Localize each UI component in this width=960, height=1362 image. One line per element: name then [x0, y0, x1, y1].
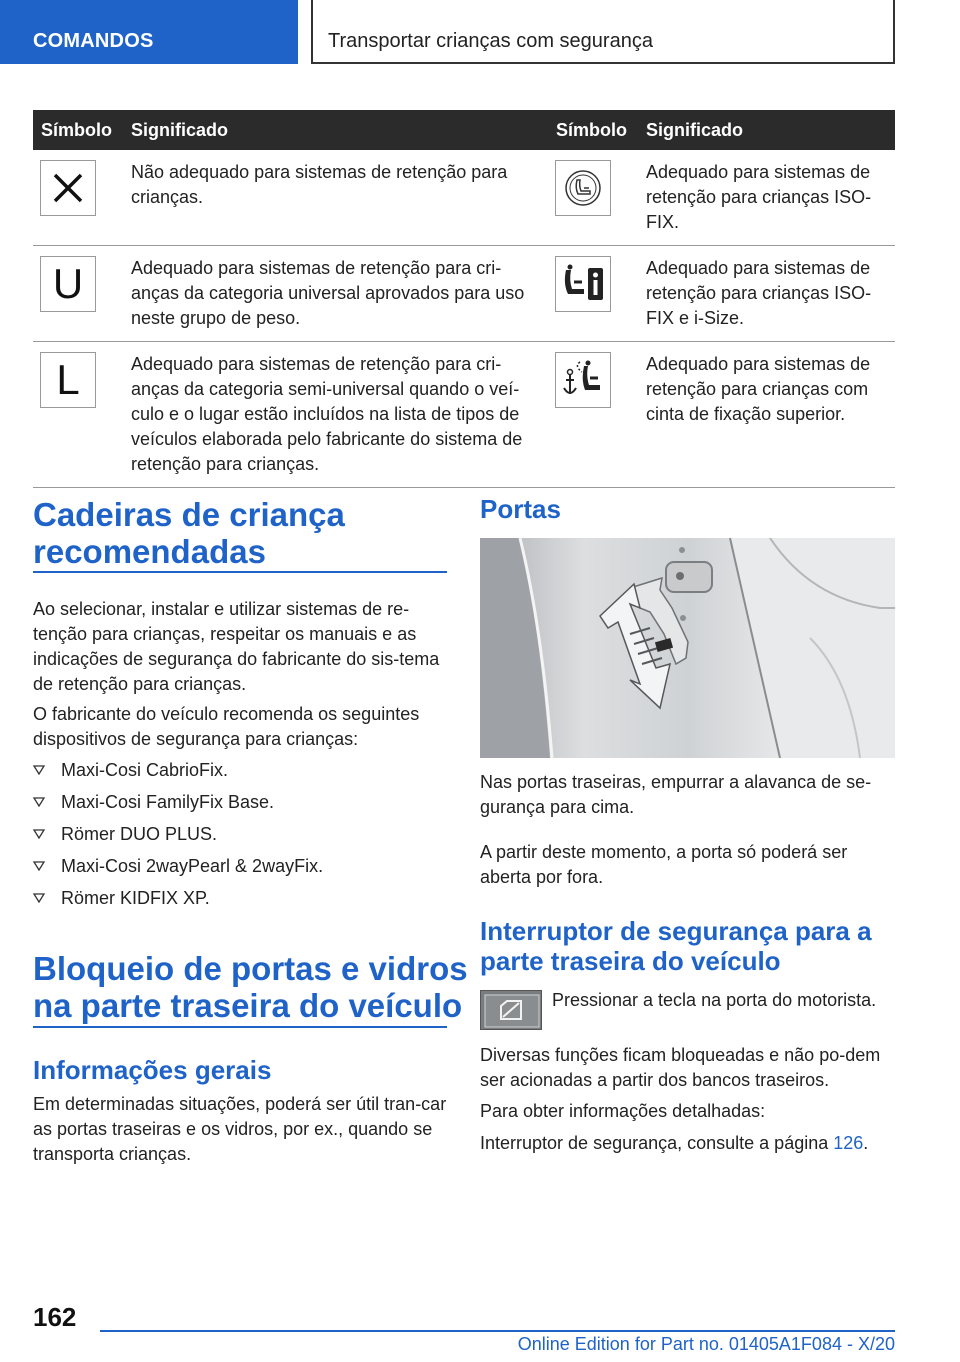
triangle-bullet-icon	[33, 797, 45, 807]
isofix-seat-icon	[555, 160, 611, 216]
row2-right-text: Adequado para sistemas de retenção para crianças ISO-FIX e i-Size.	[638, 246, 895, 342]
door-lock-heading: Bloqueio de portas e vidros na parte traseira do veículo	[33, 950, 468, 1024]
triangle-bullet-icon	[33, 861, 45, 871]
switch-paragraph-3: Interruptor de segurança, consulte a página 126.	[480, 1133, 869, 1153]
row2-left-text: Adequado para sistemas de retenção para cri-anças da categoria universal aprovados para uso neste grupo de peso.	[123, 246, 548, 342]
table-header-row	[33, 110, 895, 150]
letter-u-icon: U	[40, 256, 96, 312]
heading-rule	[33, 571, 447, 573]
doors-paragraph-1: Nas portas traseiras, empurrar a alavanca de se-gurança para cima.	[480, 772, 872, 817]
letter-l-icon: L	[40, 352, 96, 408]
triangle-bullet-icon	[33, 829, 45, 839]
list-item: Römer DUO PLUS.	[33, 822, 323, 854]
list-item: Maxi-Cosi CabrioFix.	[33, 758, 323, 790]
door-lock-lever-image	[480, 538, 895, 758]
table-row	[33, 342, 895, 488]
x-cross-icon	[40, 160, 96, 216]
edition-footer: Online Edition for Part no. 01405A1F084 - X/20	[517, 1334, 895, 1354]
header-meaning-1: Significado	[123, 110, 548, 150]
safety-switch-heading: Interruptor de segurança para a parte traseira do veículo	[480, 916, 872, 976]
header-symbol-2: Símbolo	[548, 110, 638, 150]
chapter-title: Transportar crianças com segurança	[328, 30, 653, 52]
page-number: 162	[33, 1302, 77, 1332]
header-meaning-2: Significado	[638, 110, 895, 150]
row1-left-text: Não adequado para sistemas de retenção para crianças.	[123, 150, 548, 246]
switch-paragraph-1: Diversas funções ficam bloqueadas e não po-dem ser acionadas a partir dos bancos traseiros.	[480, 1045, 881, 1090]
triangle-bullet-icon	[33, 893, 45, 903]
list-item: Maxi-Cosi 2wayPearl & 2wayFix.	[33, 854, 323, 886]
footer-rule	[100, 1330, 895, 1332]
row3-left-text: Adequado para sistemas de retenção para cri-anças da categoria semi-universal quando o veí-culo e o lugar estão incluídos na lista de tipos de veículos elaborada pelo fabricante do sistema de retenção para crianças.	[123, 342, 548, 488]
general-info-heading: Informações gerais	[33, 1055, 272, 1085]
header-symbol-1: Símbolo	[33, 110, 123, 150]
heading-rule	[33, 1026, 447, 1028]
row1-right-text: Adequado para sistemas de retenção para crianças ISO-FIX.	[638, 150, 895, 246]
chapter-header	[311, 0, 895, 64]
page-reference-link[interactable]: 126	[833, 1133, 864, 1153]
table-row	[33, 246, 895, 342]
seats-intro-paragraph: Ao selecionar, instalar e utilizar sistemas de re-tenção para crianças, respeitar os manuais e as indicações de segurança do fabricante do sis-tema de retenção para crianças.	[33, 599, 440, 694]
general-info-paragraph: Em determinadas situações, poderá ser útil tran-car as portas traseiras e os vidros, por ex., quando se transporta crianças.	[33, 1094, 447, 1164]
recommended-seats-list	[33, 758, 323, 918]
row3-right-text: Adequado para sistemas de retenção para crianças com cinta de fixação superior.	[638, 342, 895, 488]
recommended-seats-heading: Cadeiras de criança recomendadas	[33, 496, 345, 570]
list-item: Römer KIDFIX XP.	[33, 886, 323, 918]
list-item: Maxi-Cosi FamilyFix Base.	[33, 790, 323, 822]
doors-paragraph-2: A partir deste momento, a porta só poderá ser aberta por fora.	[480, 842, 848, 887]
manufacturer-paragraph: O fabricante do veículo recomenda os seguintes dispositivos de segurança para crianças:	[33, 704, 420, 749]
switch-instruction: Pressionar a tecla na porta do motorista.	[552, 990, 877, 1010]
doors-heading: Portas	[480, 494, 561, 524]
isofix-i-size-icon	[555, 256, 611, 312]
section-tab	[0, 0, 298, 64]
section-label: COMANDOS	[33, 30, 154, 52]
symbol-table	[33, 110, 895, 488]
triangle-bullet-icon	[33, 765, 45, 775]
window-lock-switch-icon	[480, 990, 542, 1030]
switch-paragraph-2: Para obter informações detalhadas:	[480, 1101, 766, 1121]
table-row	[33, 150, 895, 246]
top-tether-anchor-icon	[555, 352, 611, 408]
